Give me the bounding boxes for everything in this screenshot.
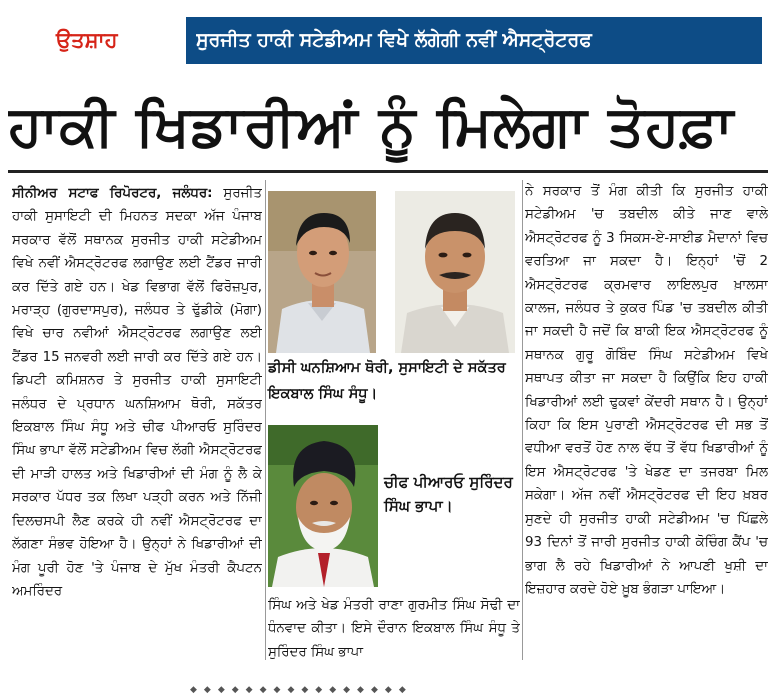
article-column-2 [268, 594, 520, 666]
photo-surinder-singh-bhapa [268, 425, 378, 587]
decorative-dots: ◆◆◆◆◆◆◆◆◆◆◆◆◆◆◆◆ [190, 685, 413, 695]
photo-caption-2: ਚੀਫ ਪੀਆਰਓ ਸੁਰਿੰਦਰ ਸਿੰਘ ਭਾਪਾ। [384, 473, 513, 515]
column-divider [265, 180, 266, 660]
headline-rule [8, 170, 768, 173]
column-divider [522, 180, 523, 660]
article-column-1 [12, 182, 262, 652]
column-1-text: ਸੁਰਜੀਤ ਹਾਕੀ ਸੁਸਾਇਟੀ ਦੀ ਮਿਹਨਤ ਸਦਕਾ ਅੱਜ ਪੰਜਾਬ ਸਰਕਾਰ ਵੱਲੋਂ ਸਥਾਨਕ ਸੁਰਜੀਤ ਹਾਕੀ ਸਟੇਡੀਅਮ ਵਿਖੇ ਨਵੀਂ ਐਸਟ੍ਰੋਟਰਫ ਲਗਾਉਣ ਲਈ ਟੈਂਡਰ ਜਾਰੀ ਕਰ ਦਿੱਤੇ ਗਏ ਹਨ। ਖੇਡ ਵਿਭਾਗ ਵੱਲੋਂ ਫਿਰੋਜ਼ਪੁਰ, ਮਰਾੜ੍ਹ (ਗੁਰਦਾਸਪੁਰ), ਜਲੰਧਰ ਤੇ ਢੁੱਡੀਕੇ (ਮੋਗਾ) ਵਿਖੇ ਚਾਰ ਨਵੀਆਂ ਐਸਟ੍ਰੋਟਰਫ ਲਗਾਉਣ ਲਈ ਟੈਂਡਰ 15 ਜਨਵਰੀ ਲਈ ਜਾਰੀ ਕਰ ਦਿੱਤੇ ਗਏ ਹਨ। ਡਿਪਟੀ ਕਮਿਸ਼ਨਰ ਤੇ ਸੁਰਜੀਤ ਹਾਕੀ ਸੁਸਾਇਟੀ ਜਲੰਧਰ ਦੇ ਪ੍ਰਧਾਨ ਘਨਸ਼ਿਆਮ ਥੋਰੀ, ਸਕੱਤਰ ਇਕਬਾਲ ਸਿੰਘ ਸੰਧੂ ਅਤੇ ਚੀਫ ਪੀਆਰਓ ਸੁਰਿੰਦਰ ਸਿੰਘ ਭਾਪਾ ਵੱਲੋਂ ਸਟੇਡੀਅਮ ਵਿਚ ਲੱਗੀ ਐਸਟ੍ਰੋਟਰਫ ਦੀ ਮਾੜੀ ਹਾਲਤ ਅਤੇ ਖਿਡਾਰੀਆਂ ਦੀ ਮੰਗ ਨੂੰ ਲੈ ਕੇ ਸਰਕਾਰ ਪੱਧਰ ਤਕ ਲਿਖਾ ਪੜ੍ਹੀ ਕਰਨ ਅਤੇ ਨਿੱਜੀ ਦਿਲਚਸਪੀ ਲੈਣ ਕਰਕੇ ਹੀ ਨਵੀਂ ਐਸਟ੍ਰੋਟਰਫ ਦਾ ਲੱਗਣਾ ਸੰਭਵ ਹੋਇਆ ਹੈ। ਉਨ੍ਹਾਂ ਨੇ ਖਿਡਾਰੀਆਂ ਦੀ ਮੰਗ ਪੂਰੀ ਹੋਣ 'ਤੇ ਪੰਜਾਬ ਦੇ ਮੁੱਖ ਮੰਤਰੀ ਕੈਪਟਨ ਅਮਰਿੰਦਰ [12, 186, 262, 599]
section-tag: ਉਤਸ਼ਾਹ [10, 17, 186, 64]
byline: ਸੀਨੀਅਰ ਸਟਾਫ ਰਿਪੋਰਟਰ, ਜਲੰਧਰ: [12, 186, 213, 201]
photo-iqbal-singh-sandhu [395, 191, 515, 353]
article-column-3 [525, 180, 768, 665]
photo-caption-1: ਡੀਸੀ ਘਨਸ਼ਿਆਮ ਥੋਰੀ, ਸੁਸਾਇਟੀ ਦੇ ਸਕੱਤਰ ਇਕਬਾਲ ਸਿੰਘ ਸੰਧੂ। [268, 360, 506, 402]
column-3-text: ਨੇ ਸਰਕਾਰ ਤੋਂ ਮੰਗ ਕੀਤੀ ਕਿ ਸੁਰਜੀਤ ਹਾਕੀ ਸਟੇਡੀਅਮ 'ਚ ਤਬਦੀਲ ਕੀਤੇ ਜਾਣ ਵਾਲੇ ਐਸਟ੍ਰੋਟਰਫ ਨੂੰ 3 ਸਿਕਸ-ਏ-ਸਾਈਡ ਮੈਦਾਨਾਂ ਵਿਚ ਵਰਤਿਆ ਜਾ ਸਕਦਾ ਹੈ। ਇਨ੍ਹਾਂ 'ਚੋਂ 2 ਐਸਟ੍ਰੋਟਰਫ ਕ੍ਰਮਵਾਰ ਲਾਇਲਪੁਰ ਖ਼ਾਲਸਾ ਕਾਲਜ, ਜਲੰਧਰ ਤੇ ਕੁਕਰ ਪਿੰਡ 'ਚ ਤਬਦੀਲ ਕੀਤੀ ਜਾ ਸਕਦੀ ਹੈ ਜਦੋਂ ਕਿ ਬਾਕੀ ਇਕ ਐਸਟ੍ਰੋਟਰਫ ਨੂੰ ਸਥਾਨਕ ਗੁਰੂ ਗੋਬਿੰਦ ਸਿੰਘ ਸਟੇਡੀਅਮ ਵਿਖੇ ਸਥਾਪਤ ਕੀਤਾ ਜਾ ਸਕਦਾ ਹੈ ਕਿਉਂਕਿ ਇਹ ਹਾਕੀ ਖਿਡਾਰੀਆਂ ਲਈ ਢੁਕਵਾਂ ਕੇਂਦਰੀ ਸਥਾਨ ਹੈ। ਉਨ੍ਹਾਂ ਕਿਹਾ ਕਿ ਇਸ ਪੁਰਾਣੀ ਐਸਟ੍ਰੋਟਰਫ ਦੀ ਸਭ ਤੋਂ ਵਧੀਆ ਵਰਤੋਂ ਹੋਣ ਨਾਲ ਵੱਧ ਤੋਂ ਵੱਧ ਖਿਡਾਰੀਆਂ ਨੂੰ ਇਸ ਐਸਟ੍ਰੋਟਰਫ 'ਤੇ ਖੇਡਣ ਦਾ ਤਜਰਬਾ ਮਿਲ ਸਕੇਗਾ। ਅੱਜ ਨਵੀਂ ਐਸਟ੍ਰੋਟਰਫ ਦੀ ਇਹ ਖ਼ਬਰ ਸੁਣਦੇ ਹੀ ਸੁਰਜੀਤ ਹਾਕੀ ਸਟੇਡੀਅਮ 'ਚ ਪਿੱਛਲੇ 93 ਦਿਨਾਂ ਤੋਂ ਜਾਰੀ ਸੁਰਜੀਤ ਹਾਕੀ ਕੋਚਿੰਗ ਕੈਂਪ 'ਚ ਭਾਗ ਲੈ ਰਹੇ ਖਿਡਾਰੀਆਂ ਨੇ ਆਪਣੀ ਖੁਸ਼ੀ ਦਾ ਇਜ਼ਹਾਰ ਕਰਦੇ ਹੋਏ ਖ਼ੂਬ ਭੰਗੜਾ ਪਾਇਆ। [525, 184, 768, 597]
headline: ਹਾਕੀ ਖਿਡਾਰੀਆਂ ਨੂੰ ਮਿਲੇਗਾ ਤੋਹਫ਼ਾ [8, 94, 735, 159]
column-2-text: ਸਿੰਘ ਅਤੇ ਖੇਡ ਮੰਤਰੀ ਰਾਣਾ ਗੁਰਮੀਤ ਸਿੰਘ ਸੋਢੀ ਦਾ ਧੰਨਵਾਦ ਕੀਤਾ। ਇਸੇ ਦੌਰਾਨ ਇਕਬਾਲ ਸਿੰਘ ਸੰਧੂ ਤੇ ਸੁਰਿੰਦਰ ਸਿੰਘ ਭਾਪਾ [268, 598, 520, 660]
photo-ghanshyam-thori [268, 191, 376, 353]
kicker-text: ਸੁਰਜੀਤ ਹਾਕੀ ਸਟੇਡੀਅਮ ਵਿਖੇ ਲੱਗੇਗੀ ਨਵੀਂ ਐਸਟ੍ਰੋਟਰਫ [196, 29, 592, 51]
